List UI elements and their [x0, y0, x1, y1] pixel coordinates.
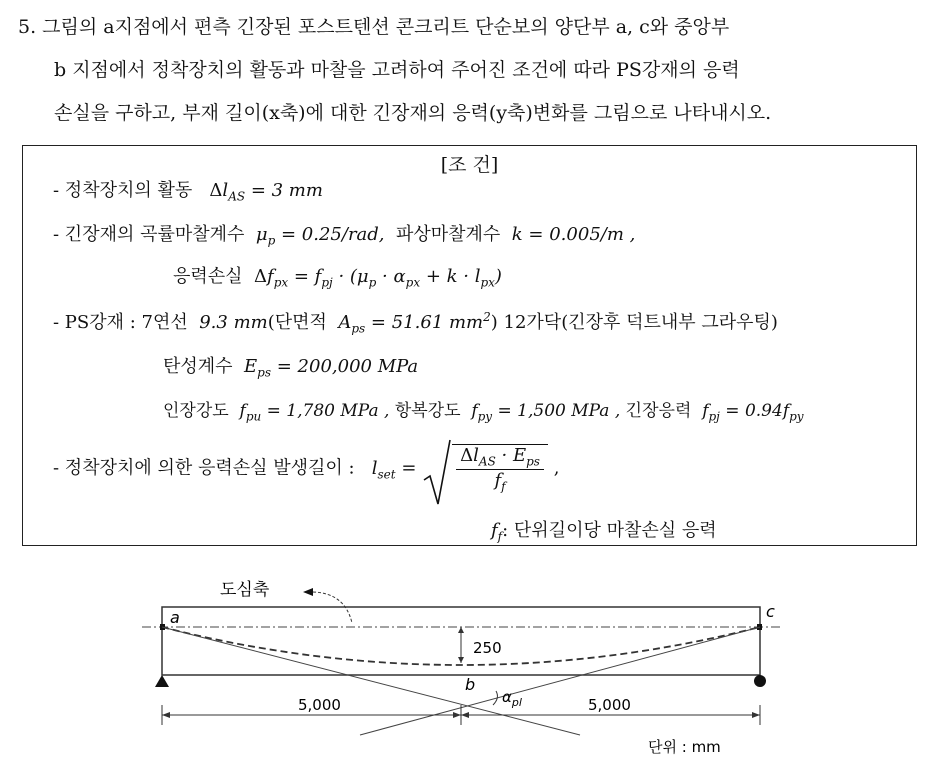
fpj-value: $0.94f_{py}$	[744, 401, 804, 424]
wobble-label: 파상마찰계수	[395, 224, 501, 245]
condition-modulus: 탄성계수 $E_{ps} = 200,000$ MPa	[163, 356, 419, 380]
sqrt-radical-icon	[422, 438, 452, 508]
fpy-value: 1,500 MPa ,	[517, 401, 621, 421]
pin-support-icon	[155, 675, 169, 687]
ff-symbol: $f_f$	[491, 520, 503, 544]
slip-label: - 정착장치의 활동	[53, 180, 193, 201]
tangent-line-a	[162, 627, 580, 735]
fpu-value: 1,780 MPa ,	[286, 401, 390, 421]
tensile-label: 인장강도	[163, 401, 229, 421]
conditions-box	[22, 145, 917, 546]
unit-label: 단위 : mm	[648, 738, 721, 756]
eccentricity-label: 250	[473, 639, 502, 657]
fpu-symbol: $f_{pu}$	[239, 401, 262, 424]
beam-diagram	[120, 565, 790, 757]
mu-symbol: $\mu_p$	[255, 224, 276, 248]
k-value: 0.005/m ,	[549, 224, 636, 245]
condition-friction: - 긴장재의 곡률마찰계수 $\mu_p = 0.25/rad$, 파상마찰계수 k = 0.005/m ,	[53, 224, 636, 248]
eps-value: 200,000 MPa	[297, 356, 419, 377]
eccentricity-arrow-top-icon	[458, 627, 464, 633]
conditions-title: [조 건]	[440, 154, 499, 176]
question-line-2: b 지점에서 정착장치의 활동과 마찰을 고려하여 주어진 조건에 따라 PS강재의 응력	[54, 59, 740, 81]
dim-arrow-3-icon	[461, 712, 469, 718]
roller-support-icon	[754, 675, 766, 687]
tangent-line-c	[360, 627, 760, 735]
ps-diameter: 9.3 mm	[199, 312, 268, 333]
ps-area-symbol: $A_{ps}$	[338, 312, 366, 336]
fpj-symbol: $f_{pj}$	[702, 401, 720, 424]
loss-label: 응력손실	[173, 266, 243, 287]
question-line-1: 5. 그림의 a지점에서 편측 긴장된 포스트텐션 콘크리트 단순보의 양단부 a, c와 중앙부	[18, 16, 730, 38]
ff-desc: : 단위길이당 마찰손실 응력	[502, 520, 717, 541]
condition-ff	[491, 516, 717, 544]
ps-label: - PS강재 : 7연선	[53, 312, 188, 333]
lset-fraction: $\frac{\Delta l_{AS} \cdot E_{ps}}{f_f}$	[456, 445, 544, 493]
ps-area-label: (단면적	[267, 312, 327, 333]
slip-value: 3 mm	[271, 180, 323, 201]
span-left-label: 5,000	[298, 696, 341, 714]
dim-arrow-2-icon	[453, 712, 461, 718]
mu-value: 0.25/rad,	[301, 224, 385, 245]
ps-strands: ) 12가닥(긴장후 덕트내부 그라우팅)	[490, 312, 778, 333]
lset-label: - 정착장치에 의한 응력손실 발생길이 :	[53, 457, 355, 479]
friction-label: - 긴장재의 곡률마찰계수	[53, 224, 245, 245]
angle-label: $\alpha_{pl}$	[502, 688, 522, 709]
ps-area-value: 51.61 $mm^2$	[391, 310, 491, 333]
loss-formula: $\Delta f_{px} = f_{pj} \cdot (\mu_p \cdot \alpha_{px} + k \cdot l_{px})$	[254, 266, 502, 290]
dim-arrow-1-icon	[162, 712, 170, 718]
point-a-label: a	[170, 608, 180, 627]
condition-slip: - 정착장치의 활동 $\Delta l_{AS} = 3$ mm	[53, 180, 323, 204]
question-line-3: 손실을 구하고, 부재 길이(x축)에 대한 긴장재의 응력(y축)변화를 그림으로 나타내시오.	[54, 102, 772, 124]
axis-label: 도심축	[220, 580, 270, 600]
point-b-label: b	[465, 675, 476, 694]
lset-symbol: $l_{set}$	[371, 457, 396, 482]
condition-ps-strand: - PS강재 : 7연선 9.3 mm(단면적 $A_{ps} = 51.61$ $mm^2$) 12가닥(긴장후 덕트내부 그라우팅)	[53, 310, 778, 336]
condition-strengths: 인장강도 $f_{pu} = 1,780$ MPa , 항복강도 $f_{py} = 1,500$ MPa , 긴장응력 $f_{pj} = 0.94f_{py}$	[163, 401, 804, 424]
condition-lset: - 정착장치에 의한 응력손실 발생길이 : $l_{set}$ = $\frac{\Delta l_{AS} \cdot E_{ps}}{f_f}$ ,	[53, 444, 559, 493]
yield-label: 항복강도	[394, 401, 461, 421]
slip-symbol: $\Delta l_{AS}$	[209, 180, 246, 204]
modulus-label: 탄성계수	[163, 356, 233, 377]
span-right-label: 5,000	[588, 696, 631, 714]
question-text	[18, 6, 923, 135]
dim-arrow-4-icon	[752, 712, 760, 718]
axis-label-arrow-icon	[303, 588, 313, 596]
eccentricity-arrow-bottom-icon	[458, 657, 464, 663]
condition-loss-formula	[173, 262, 502, 290]
k-symbol: k	[511, 224, 523, 245]
lset-sqrt	[422, 444, 548, 493]
point-c-label: c	[766, 602, 775, 621]
jack-label: 긴장응력	[625, 401, 692, 421]
fpy-symbol: $f_{py}$	[471, 401, 493, 424]
eps-symbol: $E_{ps}$	[244, 356, 271, 380]
